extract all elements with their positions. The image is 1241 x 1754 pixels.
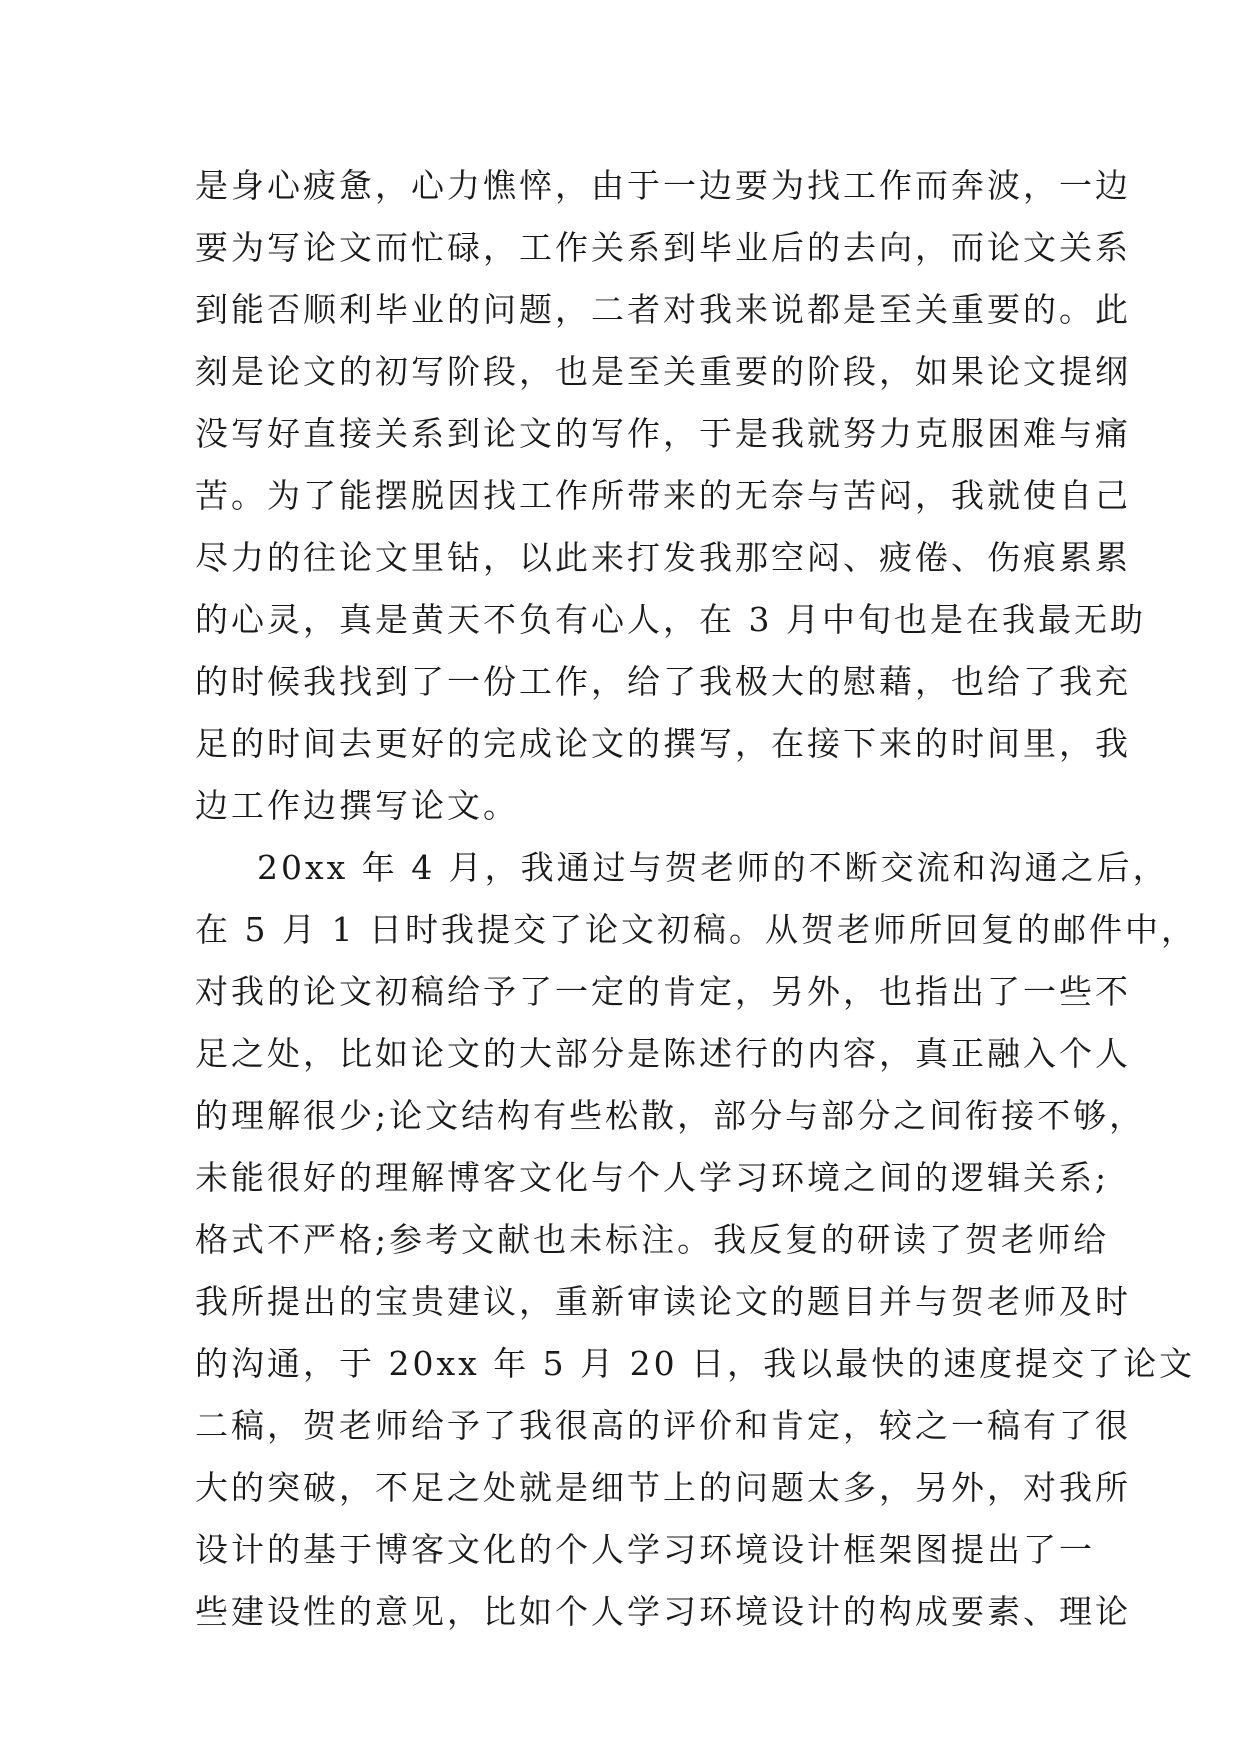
text-line: 边工作边撰写论文。 bbox=[195, 786, 519, 825]
text-line: 的理解很少;论文结构有些松散，部分与部分之间衔接不够， bbox=[195, 1096, 1146, 1135]
text-line: 未能很好的理解博客文化与个人学习环境之间的逻辑关系; bbox=[195, 1158, 1110, 1197]
text-line: 的心灵，真是黄天不负有心人，在 3 月中旬也是在我最无助 bbox=[195, 600, 1146, 639]
text-line: 我所提出的宝贵建议，重新审读论文的题目并与贺老师及时 bbox=[195, 1282, 1131, 1321]
text-line: 些建设性的意见，比如个人学习环境设计的构成要素、理论 bbox=[195, 1592, 1131, 1631]
text-line-indented: 20xx 年 4 月，我通过与贺老师的不断交流和沟通之后， bbox=[257, 848, 1169, 887]
paragraph-2 bbox=[195, 837, 1197, 1643]
text-line: 大的突破，不足之处就是细节上的问题太多，另外，对我所 bbox=[195, 1468, 1131, 1507]
text-line: 要为写论文而忙碌，工作关系到毕业后的去向，而论文关系 bbox=[195, 228, 1131, 267]
text-line: 刻是论文的初写阶段，也是至关重要的阶段，如果论文提纲 bbox=[195, 352, 1131, 391]
text-line: 设计的基于博客文化的个人学习环境设计框架图提出了一 bbox=[195, 1530, 1095, 1569]
text-line: 对我的论文初稿给予了一定的肯定，另外，也指出了一些不 bbox=[195, 972, 1131, 1011]
paragraph-1 bbox=[195, 155, 1146, 837]
text-line: 是身心疲惫，心力憔悴，由于一边要为找工作而奔波，一边 bbox=[195, 166, 1131, 205]
text-line: 没写好直接关系到论文的写作，于是我就努力克服困难与痛 bbox=[195, 414, 1131, 453]
text-line: 格式不严格;参考文献也未标注。我反复的研读了贺老师给 bbox=[195, 1220, 1110, 1259]
text-line: 足之处，比如论文的大部分是陈述行的内容，真正融入个人 bbox=[195, 1034, 1131, 1073]
text-line: 的沟通，于 20xx 年 5 月 20 日，我以最快的速度提交了论文 bbox=[195, 1344, 1196, 1383]
text-line: 苦。为了能摆脱因找工作所带来的无奈与苦闷，我就使自己 bbox=[195, 476, 1131, 515]
text-line: 到能否顺利毕业的问题，二者对我来说都是至关重要的。此 bbox=[195, 290, 1131, 329]
text-line: 在 5 月 1 日时我提交了论文初稿。从贺老师所回复的邮件中， bbox=[195, 910, 1197, 949]
text-line: 的时候我找到了一份工作，给了我极大的慰藉，也给了我充 bbox=[195, 662, 1131, 701]
document-body bbox=[195, 155, 1197, 1643]
text-line: 二稿，贺老师给予了我很高的评价和肯定，较之一稿有了很 bbox=[195, 1406, 1131, 1445]
text-line: 足的时间去更好的完成论文的撰写，在接下来的时间里，我 bbox=[195, 724, 1131, 763]
text-line: 尽力的往论文里钻，以此来打发我那空闷、疲倦、伤痕累累 bbox=[195, 538, 1131, 577]
